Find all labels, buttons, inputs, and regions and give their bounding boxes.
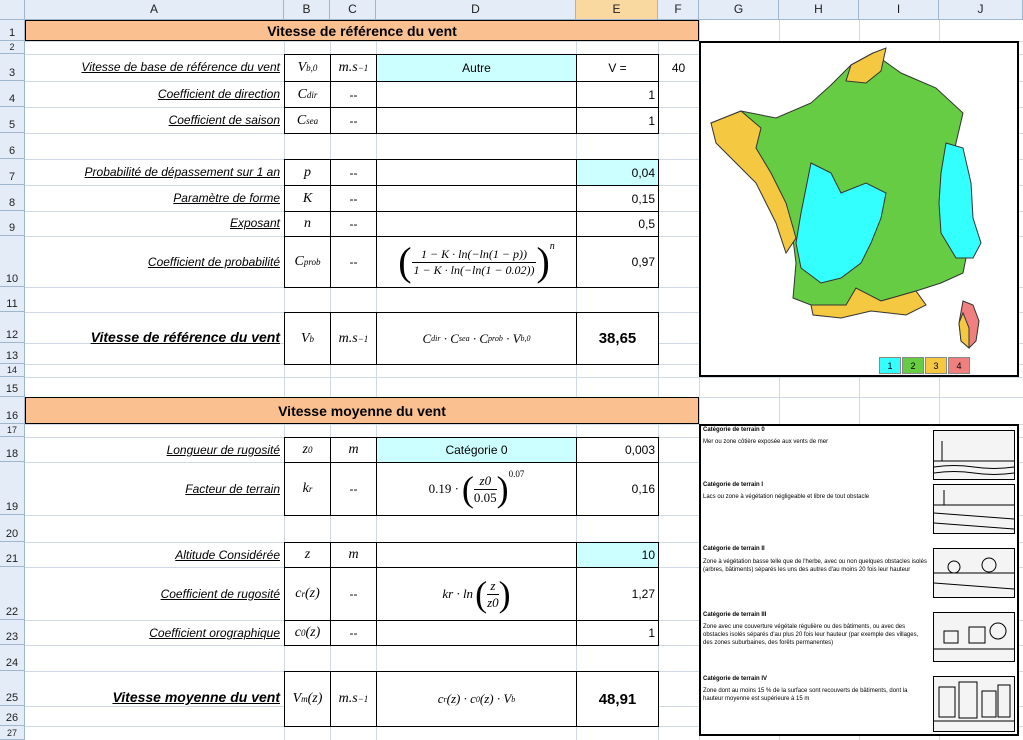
value-n[interactable]: 0,5	[576, 211, 659, 237]
label-vb0: Vitesse de base de référence du vent	[81, 60, 280, 74]
value-kr[interactable]: 0,16	[576, 462, 659, 516]
terrain-0-title: Catégorie de terrain 0	[703, 427, 765, 433]
value-vb-result[interactable]: 38,65	[576, 312, 659, 365]
column-header-g[interactable]: G	[699, 0, 779, 20]
row-header[interactable]: 15	[0, 377, 25, 397]
formula-kr-denominator: 0.05	[473, 489, 497, 505]
terrain-0-illustration	[933, 430, 1015, 480]
terrain-2-title: Catégorie de terrain II	[703, 546, 765, 552]
column-header-i[interactable]: I	[859, 0, 939, 20]
legend-zone-4: 4	[948, 357, 970, 374]
select-all-corner[interactable]	[0, 0, 25, 20]
row-header[interactable]: 2	[0, 41, 25, 54]
row-header[interactable]: 13	[0, 343, 25, 364]
row-header[interactable]: 26	[0, 706, 25, 726]
formula-cdir	[376, 81, 577, 108]
row-header[interactable]: 4	[0, 81, 25, 107]
formula-cprob-numerator: 1 − K · ln(−ln(1 − p))	[421, 246, 527, 261]
symbol-cprob: C prob	[284, 236, 331, 288]
unit-csea: --	[330, 107, 377, 134]
formula-csea	[376, 107, 577, 134]
row-header[interactable]: 20	[0, 515, 25, 542]
row-header[interactable]: 25	[0, 671, 25, 706]
value-cr[interactable]: 1,27	[576, 567, 659, 621]
formula-kr-exponent: 0.07	[508, 469, 525, 479]
value-z0[interactable]: 0,003	[576, 437, 659, 463]
formula-kr-numerator: z0	[479, 472, 492, 488]
formula-cr-denominator: z0	[487, 594, 499, 610]
column-header-d[interactable]: D	[376, 0, 576, 20]
symbol-cdir: C dir	[284, 81, 331, 108]
value-p-input[interactable]: 0,04	[576, 159, 659, 186]
column-header-h[interactable]: H	[779, 0, 859, 20]
label-vb: Vitesse de référence du vent	[90, 329, 280, 345]
terrain-0-desc: Mer ou zone côtière exposée aux vents de mer	[703, 439, 829, 445]
formula-cr: kr · ln ( z z0 )	[376, 567, 577, 621]
formula-cprob-exponent: n	[549, 241, 555, 252]
label-k: Paramètre de forme	[173, 191, 280, 205]
row-header[interactable]: 9	[0, 211, 25, 236]
row-header[interactable]: 14	[0, 364, 25, 377]
symbol-vb0: V b,0	[284, 54, 331, 82]
label-z: Altitude Considérée	[175, 548, 280, 562]
label-kr: Facteur de terrain	[185, 482, 280, 496]
value-k[interactable]: 0,15	[576, 185, 659, 212]
column-header-a[interactable]: A	[25, 0, 284, 20]
row-header[interactable]: 24	[0, 645, 25, 671]
label-z0: Longueur de rugosité	[166, 443, 280, 457]
unit-cr: --	[330, 567, 377, 621]
terrain-3-desc: Zone avec une couverture végétale régulière ou des bâtiments, ou avec des obstacles isolés séparés d'au plus 20 fois leur hauteur (par exemple des villages, des zones suburbaines, des forêts permanentes)	[703, 624, 919, 646]
row-header[interactable]: 21	[0, 542, 25, 567]
formula-c0	[376, 620, 577, 646]
row-header[interactable]: 7	[0, 159, 25, 185]
symbol-c0: c 0 (z)	[284, 620, 331, 646]
label-p: Probabilité de dépassement sur 1 an	[84, 165, 280, 179]
row-header[interactable]: 5	[0, 107, 25, 133]
base-wind-dropdown[interactable]: Autre	[376, 54, 577, 82]
legend-zone-2: 2	[902, 357, 924, 374]
symbol-vm: V m (z)	[284, 671, 331, 727]
formula-cprob: ( 1 − K · ln(−ln(1 − p)) 1 − K · ln(−ln(1 − 0.02)) ) $^n$	[376, 236, 577, 288]
formula-n	[376, 211, 577, 237]
row-header[interactable]: 27	[0, 726, 25, 740]
unit-n: --	[330, 211, 377, 237]
terrain-4-title: Catégorie de terrain IV	[703, 676, 768, 682]
terrain-3-title: Catégorie de terrain III	[703, 612, 767, 618]
row-header[interactable]: 23	[0, 620, 25, 645]
formula-p	[376, 159, 577, 186]
unit-vm: m.s −1	[330, 671, 377, 727]
value-cdir[interactable]: 1	[576, 81, 659, 108]
terrain-categories-panel	[699, 424, 1019, 736]
unit-p: --	[330, 159, 377, 186]
unit-cprob: --	[330, 236, 377, 288]
terrain-1-title: Catégorie de terrain I	[703, 482, 764, 488]
unit-c0: --	[330, 620, 377, 646]
column-header-b[interactable]: B	[284, 0, 330, 20]
unit-z: m	[330, 542, 377, 568]
section-title-mean-wind: Vitesse moyenne du vent	[25, 397, 699, 424]
terrain-4-illustration	[933, 676, 1015, 732]
symbol-vb: V b	[284, 312, 331, 365]
label-n: Exposant	[229, 216, 280, 230]
label-csea: Coefficient de saison	[168, 113, 280, 127]
terrain-3-illustration	[933, 612, 1015, 662]
formula-k	[376, 185, 577, 212]
value-vm-result[interactable]: 48,91	[576, 671, 659, 727]
unit-vb: m.s −1	[330, 312, 377, 365]
section-title-reference-wind: Vitesse de référence du vent	[25, 20, 699, 41]
symbol-z: z	[284, 542, 331, 568]
label-cprob: Coefficient de probabilité	[147, 255, 280, 269]
symbol-p: p	[284, 159, 331, 186]
formula-kr-coefficient: 0.19 ·	[428, 481, 459, 496]
row-header[interactable]: 1	[0, 20, 25, 41]
formula-z	[376, 542, 577, 568]
formula-kr: 0.19 · ( z0 0.05 ) $^{0.07}$	[376, 462, 577, 516]
formula-cr-numerator: z	[490, 577, 496, 593]
row-header[interactable]: 10	[0, 236, 25, 287]
formula-vm: c r (z) · c 0 (z) · V b	[376, 671, 577, 727]
label-c0: Coefficient orographique	[149, 626, 280, 640]
column-header-c[interactable]: C	[330, 0, 376, 20]
wind-zone-map	[699, 41, 1019, 377]
terrain-category-dropdown[interactable]: Catégorie 0	[376, 437, 577, 463]
symbol-k: K	[284, 185, 331, 212]
terrain-1-illustration	[933, 484, 1015, 534]
terrain-4-desc: Zone dont au moins 15 % de la surface sont recouverts de bâtiments, dont la hauteur moyenne est supérieure à 15 m	[703, 688, 908, 702]
v-label-cell: V =	[576, 54, 659, 82]
row-header[interactable]: 11	[0, 287, 25, 312]
formula-cr-coefficient: kr · ln	[442, 586, 474, 601]
label-vm: Vitesse moyenne du vent	[112, 689, 280, 705]
legend-zone-1: 1	[879, 357, 901, 374]
unit-kr: --	[330, 462, 377, 516]
row-header[interactable]: 3	[0, 54, 25, 81]
value-c0[interactable]: 1	[576, 620, 659, 646]
unit-cdir: --	[330, 81, 377, 108]
symbol-csea: C sea	[284, 107, 331, 134]
value-csea[interactable]: 1	[576, 107, 659, 134]
label-cr: Coefficient de rugosité	[160, 587, 280, 601]
symbol-cr: c r (z)	[284, 567, 331, 621]
formula-cprob-denominator: 1 − K · ln(−ln(1 − 0.02))	[413, 262, 535, 277]
row-header[interactable]: 17	[0, 424, 25, 437]
row-header[interactable]: 19	[0, 462, 25, 515]
row-header[interactable]: 22	[0, 567, 25, 620]
unit-k: --	[330, 185, 377, 212]
france-map-graphic	[701, 43, 1017, 375]
formula-vb: C dir · C sea · C prob · V b,0	[376, 312, 577, 365]
label-cdir: Coefficient de direction	[157, 87, 280, 101]
row-header[interactable]: 18	[0, 437, 25, 462]
unit-vb0: m.s −1	[330, 54, 377, 82]
map-zone-1-east	[939, 143, 981, 258]
symbol-z0: z 0	[284, 437, 331, 463]
v-value-cell[interactable]: 40	[671, 60, 686, 75]
symbol-n: n	[284, 211, 331, 237]
column-header-f[interactable]: F	[658, 0, 699, 20]
symbol-kr: k r	[284, 462, 331, 516]
row-header[interactable]: 6	[0, 133, 25, 159]
terrain-2-illustration	[933, 548, 1015, 598]
row-header[interactable]: 16	[0, 397, 25, 424]
terrain-1-desc: Lacs ou zone à végétation négligeable et libre de tout obstacle	[703, 494, 870, 500]
value-cprob[interactable]: 0,97	[576, 236, 659, 288]
column-header-j[interactable]: J	[939, 0, 1023, 20]
unit-z0: m	[330, 437, 377, 463]
terrain-2-desc: Zone à végétation basse telle que de l'herbe, avec ou non quelques obstacles isolés (arbres, bâtiments) séparés les uns des autres d'au moins 20 fois leur hauteur	[703, 559, 927, 573]
row-header[interactable]: 12	[0, 312, 25, 343]
row-header[interactable]: 8	[0, 185, 25, 211]
legend-zone-3: 3	[925, 357, 947, 374]
column-header-e[interactable]: E	[576, 0, 658, 20]
value-z-input[interactable]: 10	[576, 542, 659, 568]
